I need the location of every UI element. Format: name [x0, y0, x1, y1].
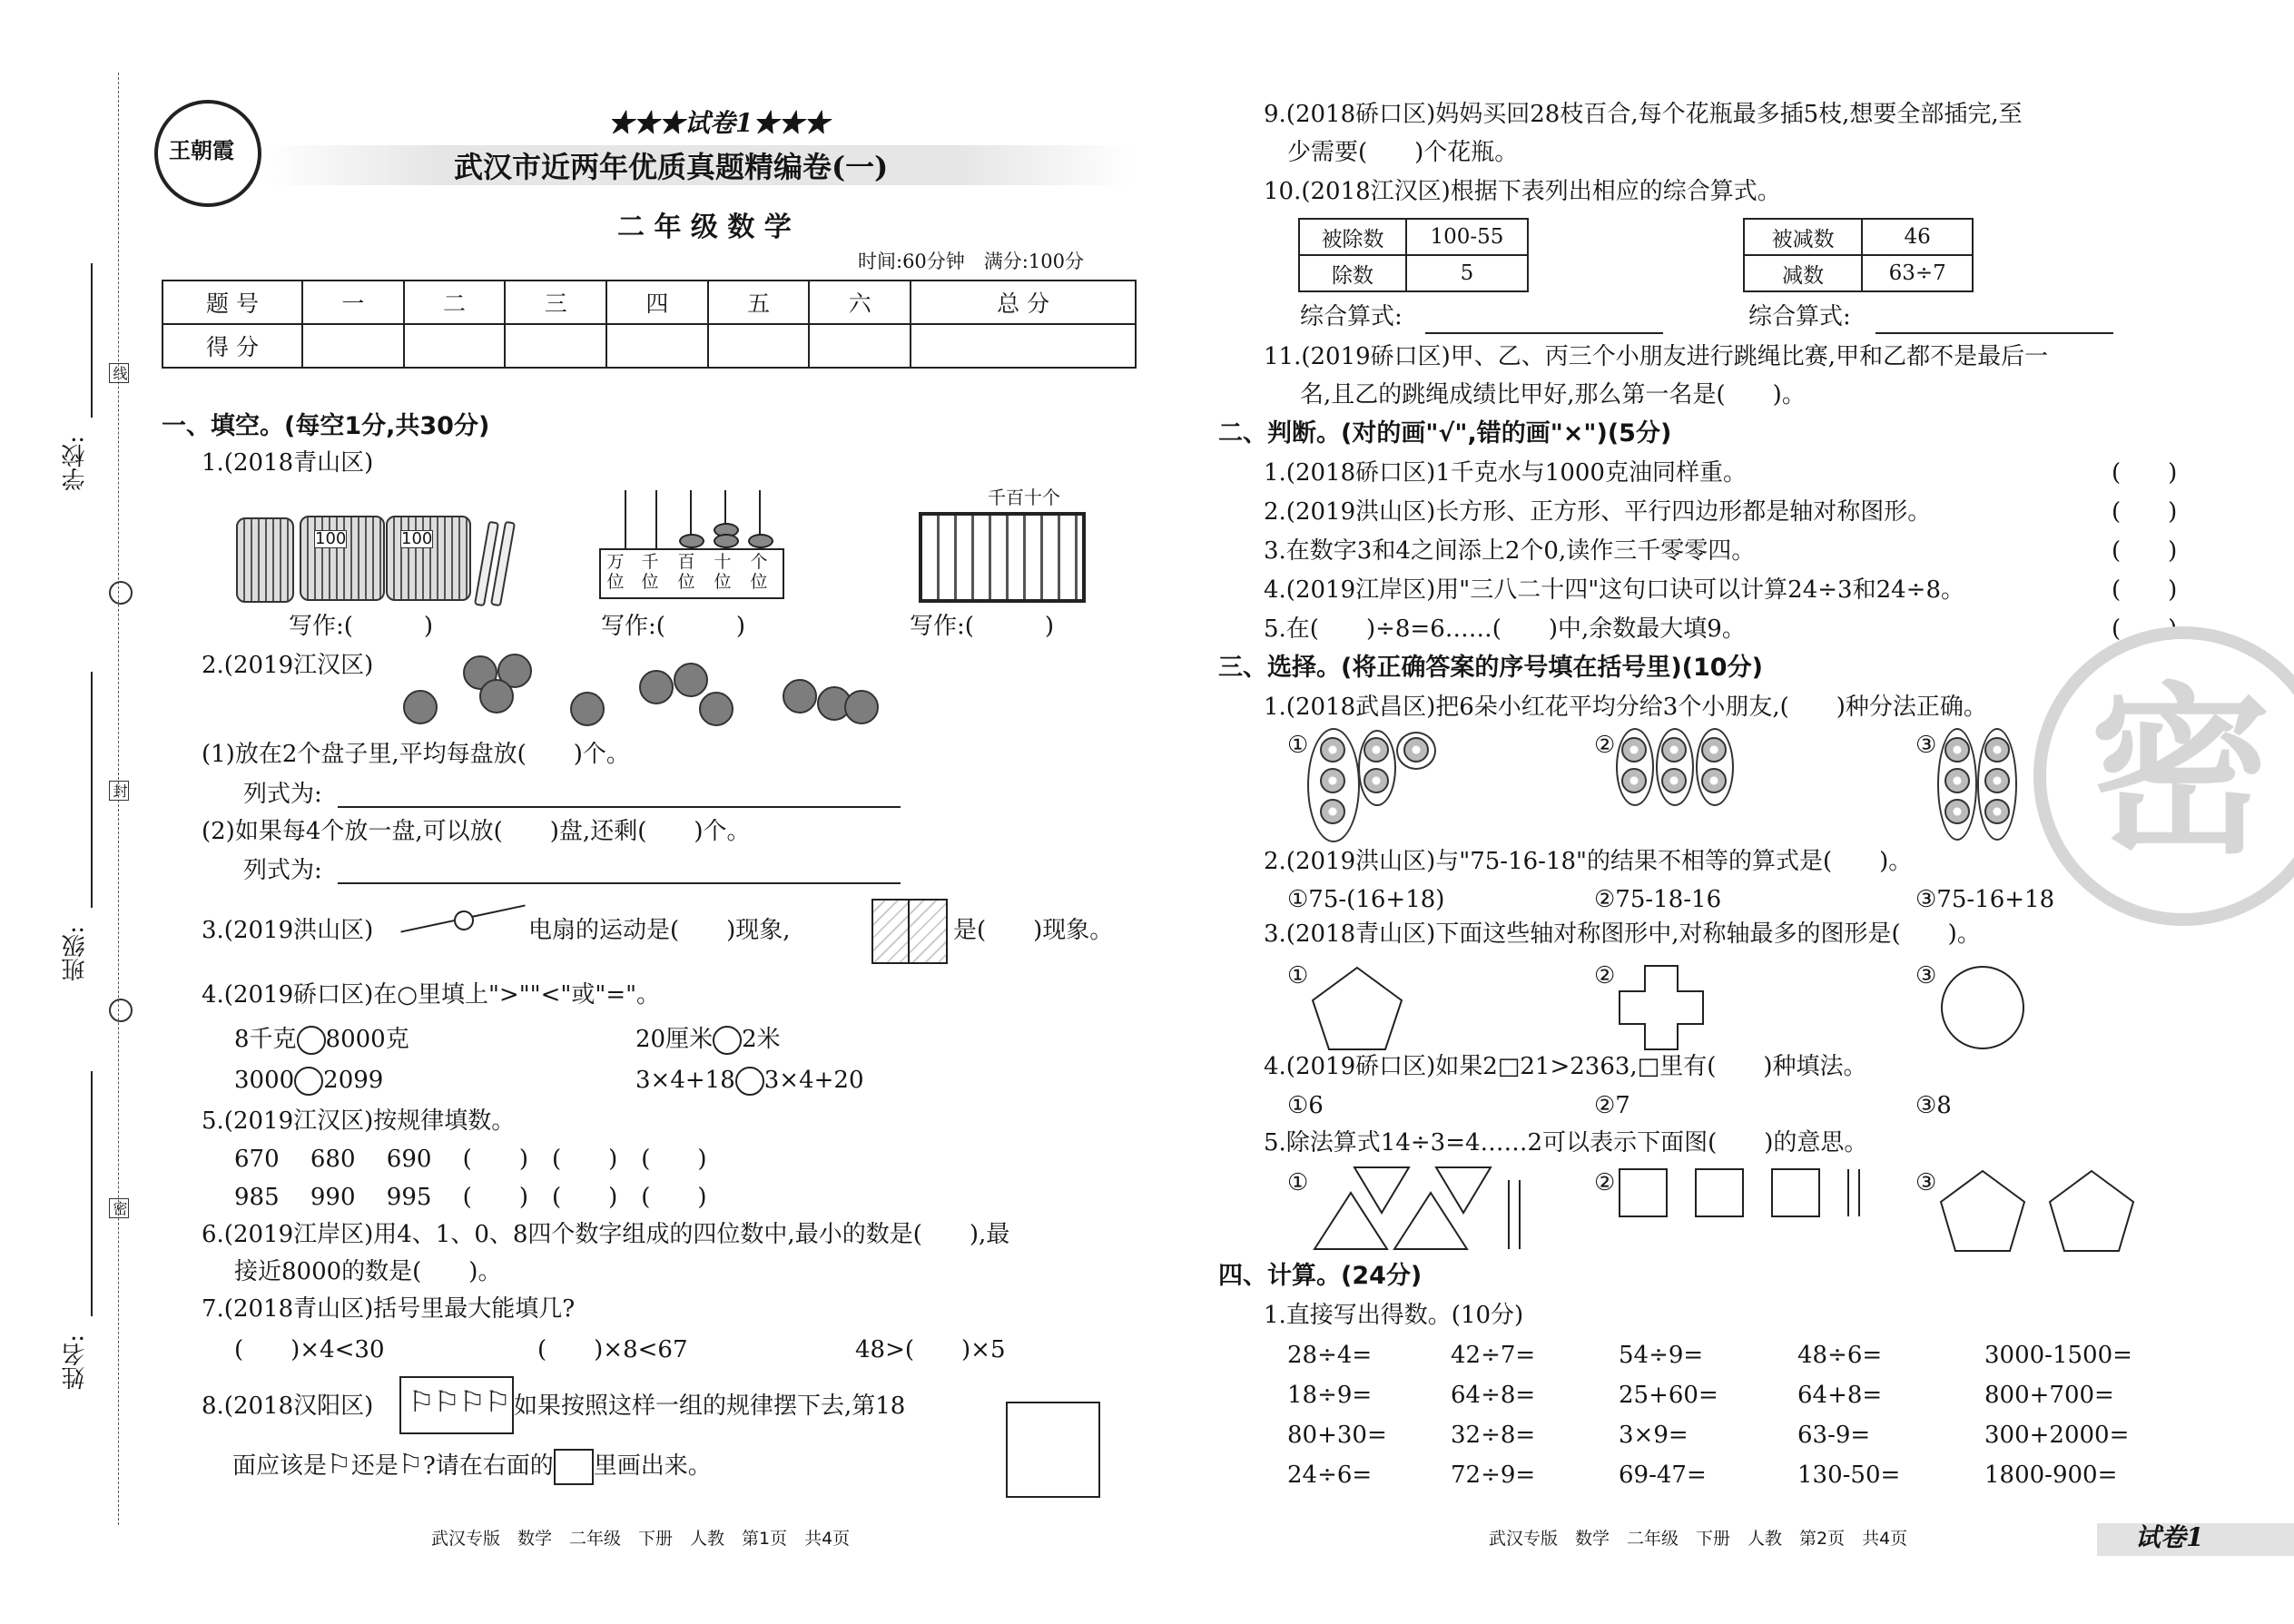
calc-item: 18÷9= — [1287, 1382, 1373, 1409]
section-title: 一、填空。(每空1分,共30分) — [162, 412, 490, 440]
write-answer-1[interactable]: 写作:( ) — [289, 613, 434, 640]
score-cell[interactable] — [809, 324, 911, 368]
flower-icon — [1364, 768, 1389, 793]
flower-icon — [1320, 799, 1345, 824]
question-11: 11.(2019硚口区)甲、乙、丙三个小朋友进行跳绳比赛,甲和乙都不是最后一 — [1264, 343, 2049, 370]
choice-question-2: 2.(2019洪山区)与"75-16-18"的结果不相等的算式是( )。 — [1264, 848, 1913, 875]
compare-left: 3×4+18 — [635, 1067, 735, 1094]
calc-item: 25+60= — [1619, 1382, 1718, 1409]
drawing-box[interactable] — [1006, 1402, 1100, 1498]
question-3-fan: 电扇的运动是( )现象, — [528, 917, 791, 944]
hundred-bundle-icon — [300, 516, 385, 601]
binding-tag-line: 线 — [109, 363, 129, 383]
section-title: 三、选择。(将正确答案的序号填在括号里)(10分) — [1218, 654, 1763, 682]
bundle-label: 100 — [315, 529, 347, 548]
answer-line[interactable] — [338, 806, 901, 808]
table-cell: 46 — [1862, 219, 1973, 255]
sequence-row: 985 990 995 ( ) ( ) ( ) — [234, 1184, 707, 1211]
flower-icon — [1701, 768, 1727, 793]
choice-question-5: 5.除法算式14÷3=4……2可以表示下面图( )的意思。 — [1264, 1129, 1868, 1156]
score-header: 二 — [404, 281, 506, 324]
apple-icon — [699, 692, 733, 726]
subject-title: 二 年 级 数 学 — [617, 212, 792, 243]
score-header: 总 分 — [911, 281, 1136, 324]
option-marker: ③ — [1915, 1169, 1937, 1196]
hundred-bundle-icon — [386, 516, 471, 601]
class-label: 班级: — [62, 926, 89, 981]
table-cell: 5 — [1406, 255, 1528, 291]
squares-icon — [1616, 1166, 1888, 1220]
calc-item: 72÷9= — [1451, 1462, 1536, 1489]
flower-icon — [1320, 768, 1345, 793]
time-info: 时间:60分钟 满分:100分 — [858, 251, 1084, 272]
choice-option[interactable]: ②75-18-16 — [1594, 886, 1722, 913]
flower-icon — [1403, 737, 1429, 763]
question-10: 10.(2018江汉区)根据下表列出相应的综合算式。 — [1264, 178, 1781, 205]
judge-answer[interactable]: ( ) — [2112, 615, 2178, 643]
choice-question-4: 4.(2019硚口区)如果2□21>2363,□里有( )种填法。 — [1264, 1053, 1867, 1080]
formula-label: 综合算式: — [1300, 303, 1403, 330]
formula-label: 列式为: — [243, 857, 322, 884]
calc-item: 64÷8= — [1451, 1382, 1536, 1409]
question-4: 4.(2019硚口区)在○里填上">""<"或"="。 — [202, 981, 661, 1009]
judge-item: 2.(2019洪山区)长方形、正方形、平行四边形都是轴对称图形。 — [1264, 498, 1932, 526]
answer-line[interactable] — [338, 882, 901, 884]
question-3: 3.(2019洪山区) — [202, 917, 374, 944]
score-table — [162, 280, 1137, 369]
place-label: 万位 — [606, 552, 625, 592]
calc-item: 48÷6= — [1797, 1342, 1883, 1369]
binding-tag-seal: 封 — [109, 781, 129, 801]
option-marker: ① — [1287, 732, 1309, 759]
judge-answer[interactable]: ( ) — [2112, 537, 2178, 565]
flower-icon — [1661, 737, 1687, 763]
binding-hole-icon — [109, 999, 133, 1022]
apple-icon — [479, 679, 514, 714]
apple-icon — [844, 690, 879, 724]
question-7: 7.(2018青山区)括号里最大能填几? — [202, 1295, 576, 1323]
publisher-seal-icon — [154, 100, 261, 207]
judge-answer[interactable]: ( ) — [2112, 576, 2178, 604]
question-8-cont: 如果按照这样一组的规律摆下去,第18 — [514, 1393, 906, 1420]
formula-label: 综合算式: — [1748, 303, 1851, 330]
flower-icon — [1984, 799, 2010, 824]
section-title: 四、计算。(24分) — [1218, 1262, 1423, 1290]
q8-text: 面应该是 — [232, 1452, 328, 1480]
seal-text: 王朝霞 — [169, 137, 234, 163]
write-answer-2[interactable]: 写作:( ) — [601, 613, 746, 640]
question-8-line2 — [232, 1449, 712, 1485]
option-marker: ① — [1287, 962, 1309, 989]
score-header: 六 — [809, 281, 911, 324]
flower-icon — [1661, 768, 1687, 793]
table-cell: 被减数 — [1744, 219, 1862, 255]
flag-icon: ⚐ — [485, 1384, 511, 1419]
inequality-item: ( )×4<30 — [234, 1336, 385, 1363]
calc-item: 54÷9= — [1619, 1342, 1704, 1369]
q8-text: 里画出来。 — [593, 1452, 712, 1480]
circle-shape-icon — [1937, 962, 2028, 1053]
sliding-window-icon — [871, 899, 948, 964]
compare-left: 8千克 — [234, 1026, 297, 1053]
place-label: 千位 — [641, 552, 659, 592]
bundle-label: 100 — [401, 529, 433, 548]
question-2-1: (1)放在2个盘子里,平均每盘放( )个。 — [202, 741, 630, 768]
score-cell[interactable] — [911, 324, 1136, 368]
calc-item: 130-50= — [1797, 1462, 1901, 1489]
apple-icon — [570, 692, 605, 726]
answer-line[interactable] — [1876, 332, 2113, 334]
triangles-icon — [1307, 1162, 1543, 1253]
calc-item: 63-9= — [1797, 1422, 1871, 1449]
flag-icon: ⚐ — [398, 1449, 423, 1481]
score-cell[interactable] — [708, 324, 810, 368]
small-box-icon — [554, 1449, 594, 1485]
choice-option[interactable]: ③8 — [1915, 1092, 1952, 1119]
score-cell[interactable] — [302, 324, 404, 368]
compare-left: 3000 — [234, 1067, 295, 1094]
option-marker: ① — [1287, 1169, 1309, 1196]
flag-icon: ⚐ — [327, 1449, 351, 1481]
table-cell: 除数 — [1299, 255, 1406, 291]
table-subtraction — [1743, 218, 1974, 292]
bead-icon — [679, 534, 704, 548]
judge-answer[interactable]: ( ) — [2112, 498, 2178, 526]
calc-question-1: 1.直接写出得数。(10分) — [1264, 1302, 1524, 1329]
page-title: 武汉市近两年优质真题精编卷(一) — [454, 150, 889, 184]
flag-icon: ⚐ — [409, 1384, 435, 1419]
judge-item: 5.在( )÷8=6……( )中,余数最大填9。 — [1264, 615, 1746, 643]
flower-icon — [1621, 768, 1647, 793]
flag-icon: ⚐ — [434, 1384, 460, 1419]
table-cell: 被除数 — [1299, 219, 1406, 255]
choice-option[interactable]: ①75-(16+18) — [1287, 886, 1445, 913]
binding-hole-icon — [109, 581, 133, 605]
question-2-2: (2)如果每4个放一盘,可以放( )盘,还剩( )个。 — [202, 818, 751, 845]
question-1: 1.(2018青山区) — [202, 449, 374, 477]
bead-icon — [714, 534, 739, 548]
section-title: 二、判断。(对的画"√",错的画"×")(5分) — [1218, 419, 1672, 448]
option-marker: ② — [1594, 962, 1616, 989]
flower-icon — [1701, 737, 1727, 763]
option-marker: ② — [1594, 1169, 1616, 1196]
flower-icon — [1944, 737, 1970, 763]
table-cell: 减数 — [1744, 255, 1862, 291]
score-header: 三 — [505, 281, 606, 324]
question-3-window: 是( )现象。 — [953, 917, 1114, 944]
compare-left: 20厘米 — [635, 1026, 714, 1053]
sequence-row: 670 680 690 ( ) ( ) ( ) — [234, 1146, 707, 1173]
inequality-item: 48>( )×5 — [855, 1336, 1006, 1363]
table-cell: 100-55 — [1406, 219, 1528, 255]
question-8: 8.(2018汉阳区) — [202, 1393, 374, 1420]
score-header: 五 — [708, 281, 810, 324]
question-5: 5.(2019江汉区)按规律填数。 — [202, 1107, 516, 1135]
counter-label: 千百十个 — [988, 487, 1060, 508]
flag-icon: ⚐ — [459, 1384, 486, 1419]
judge-item: 1.(2018硚口区)1千克水与1000克油同样重。 — [1264, 459, 1747, 487]
binding-tag-secret: 密 — [109, 1198, 129, 1218]
score-cell[interactable] — [505, 324, 606, 368]
calc-item: 1800-900= — [1984, 1462, 2118, 1489]
write-answer-3[interactable]: 写作:( ) — [910, 613, 1055, 640]
flower-icon — [1364, 737, 1389, 763]
pentagons-icon — [1937, 1166, 2146, 1256]
apple-icon — [674, 663, 708, 697]
apple-icon — [783, 679, 817, 714]
judge-item: 4.(2019江岸区)用"三八二十四"这句口诀可以计算24÷3和24÷8。 — [1264, 576, 1965, 604]
calc-item: 28÷4= — [1287, 1342, 1373, 1369]
footer-right: 武汉专版 数学 二年级 下册 人教 第2页 共4页 — [1489, 1529, 1908, 1549]
q8-text: 还是 — [350, 1452, 399, 1480]
stick-bundle-icon — [236, 517, 294, 603]
calc-item: 800+700= — [1984, 1382, 2114, 1409]
counting-frame-icon — [919, 512, 1086, 603]
compare-right: 8000克 — [325, 1026, 409, 1053]
calc-item: 3000-1500= — [1984, 1342, 2132, 1369]
place-label: 十位 — [714, 552, 732, 592]
name-label: 姓名: — [62, 1334, 89, 1390]
inequality-item: ( )×8<67 — [537, 1336, 688, 1363]
flower-icon — [1984, 768, 2010, 793]
choice-option[interactable]: ③75-16+18 — [1915, 886, 2055, 913]
option-marker: ② — [1594, 732, 1616, 759]
question-9: 9.(2018硚口区)妈妈买回28枝百合,每个花瓶最多插5枝,想要全部插完,至 — [1264, 101, 2023, 128]
compare-item — [635, 1067, 864, 1096]
secret-stamp-watermark — [2033, 626, 2294, 926]
table-division — [1298, 218, 1529, 292]
score-header: 四 — [606, 281, 708, 324]
paper-tag: ★★★试卷1★★★ — [608, 108, 830, 138]
compare-item — [234, 1026, 409, 1055]
footer-tag: 试卷1 — [2135, 1522, 2204, 1552]
school-label: 学校: — [62, 436, 89, 491]
question-2: 2.(2019江汉区) — [202, 652, 374, 679]
bead-icon — [748, 534, 773, 548]
judge-answer[interactable]: ( ) — [2112, 459, 2178, 487]
option-marker: ③ — [1915, 962, 1937, 989]
apple-icon — [639, 670, 674, 704]
score-header: 一 — [302, 281, 404, 324]
compare-right: 2米 — [742, 1026, 781, 1053]
compare-circle[interactable] — [297, 1026, 326, 1055]
score-cell[interactable] — [404, 324, 506, 368]
choice-question-3: 3.(2018青山区)下面这些轴对称图形中,对称轴最多的图形是( )。 — [1264, 920, 1981, 948]
ceiling-fan-icon — [399, 903, 527, 940]
flower-icon — [1944, 799, 1970, 824]
calc-item: 32÷8= — [1451, 1422, 1536, 1449]
calc-item: 3×9= — [1619, 1422, 1689, 1449]
compare-right: 2099 — [323, 1067, 384, 1094]
question-6-cont: 接近8000的数是( )。 — [234, 1258, 502, 1285]
calc-item: 69-47= — [1619, 1462, 1707, 1489]
compare-circle[interactable] — [294, 1067, 323, 1096]
calc-item: 64+8= — [1797, 1382, 1883, 1409]
formula-label: 列式为: — [243, 781, 322, 808]
place-label: 个位 — [750, 552, 768, 592]
flower-icon — [1944, 768, 1970, 793]
answer-line[interactable] — [1425, 332, 1663, 334]
compare-item — [635, 1026, 781, 1055]
place-label: 百位 — [677, 552, 695, 592]
flower-icon — [1621, 737, 1647, 763]
score-label: 得 分 — [162, 324, 302, 368]
calc-item: 300+2000= — [1984, 1422, 2130, 1449]
question-9-cont: 少需要( )个花瓶。 — [1287, 139, 1519, 166]
compare-item — [234, 1067, 383, 1096]
apple-icon — [403, 690, 438, 724]
choice-question-1: 1.(2018武昌区)把6朵小红花平均分给3个小朋友,( )种分法正确。 — [1264, 694, 1987, 721]
calc-item: 24÷6= — [1287, 1462, 1373, 1489]
flower-icon — [1984, 737, 2010, 763]
compare-right: 3×4+20 — [763, 1067, 864, 1094]
compare-circle[interactable] — [713, 1026, 742, 1055]
score-header: 题 号 — [162, 281, 302, 324]
compare-circle[interactable] — [735, 1067, 764, 1096]
flags-sequence-icon — [399, 1376, 514, 1434]
flower-icon — [1320, 737, 1345, 763]
q8-text: ?请在右面的 — [422, 1452, 554, 1480]
question-6: 6.(2019江岸区)用4、1、0、8四个数字组成的四位数中,最小的数是( ),最 — [202, 1221, 1010, 1248]
calc-item: 42÷7= — [1451, 1342, 1536, 1369]
choice-option[interactable]: ②7 — [1594, 1092, 1630, 1119]
footer-left: 武汉专版 数学 二年级 下册 人教 第1页 共4页 — [431, 1529, 851, 1549]
watermark-text: 密 — [2090, 667, 2272, 879]
option-marker: ③ — [1915, 732, 1937, 759]
score-cell[interactable] — [606, 324, 708, 368]
cross-shape-icon — [1616, 962, 1707, 1053]
question-11-cont: 名,且乙的跳绳成绩比甲好,那么第一名是( )。 — [1300, 381, 1806, 408]
calc-item: 80+30= — [1287, 1422, 1387, 1449]
choice-option[interactable]: ①6 — [1287, 1092, 1324, 1119]
judge-item: 3.在数字3和4之间添上2个0,读作三千零零四。 — [1264, 537, 1756, 565]
pentagon-icon — [1307, 962, 1407, 1053]
table-cell: 63÷7 — [1862, 255, 1973, 291]
